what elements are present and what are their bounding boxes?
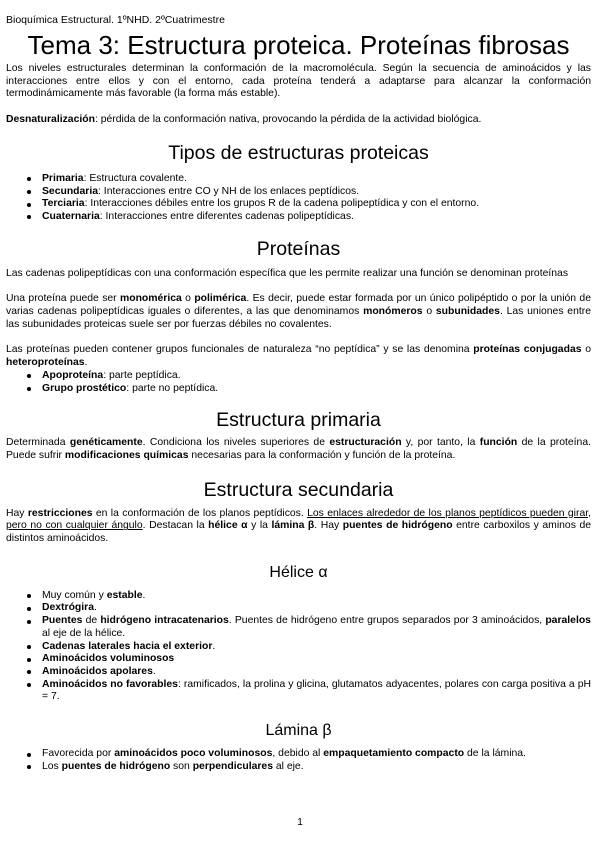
text-span: : ramificados, la prolina y glicina, glutamatos adyacentes, polares con carga positiva a pH = 7. [42,678,591,703]
text-span: o [581,344,591,356]
bold-term: monomérica [120,293,182,305]
text-span: Muy común y [42,589,107,601]
text-span: . Destacan la [142,520,209,532]
text-span: . Las uniones entre las subunidades proteicas suele ser por fuerzas débiles no covalentes. [6,306,591,330]
text-span: o [422,306,436,318]
text-span: . Es decir, puede estar formada por un único polipéptido o por la unión de varias cadenas polipeptídicas iguales o diferentes, a las que denominamos [6,293,591,318]
item-text: : Estructura covalente. [83,172,187,184]
list-item [6,666,591,679]
list-item [6,615,591,640]
text-span: Determinada [6,437,70,449]
list-item [6,590,591,603]
text-span: al eje de la hélice. [42,627,126,639]
underlined-text: Los enlaces alrededor de los planos peptídicos pueden girar, pero no con cualquier ángulo [6,507,591,532]
text-span: de la proteína. Puede sufrir [6,437,591,461]
bold-term: polimérica [194,293,247,305]
bold-term: Cadenas laterales hacia el exterior [42,640,213,652]
text-span: . Condiciona los niveles superiores de [142,437,330,449]
item-term: Terciaria [42,198,85,210]
primaria-paragraph [6,437,591,462]
desnaturalizacion-paragraph [6,114,591,127]
heading-lamina: Lámina β [265,722,332,740]
list-item [6,211,591,224]
conjugadas-list [6,370,591,395]
list-item [6,370,591,383]
proteinas-paragraph-1: Las cadenas polipeptídicas con una conformación específica que les permite realizar una función se denominan proteínas [6,267,569,279]
text-span: . [152,665,156,677]
bold-term: Dextrógira [42,602,94,614]
text-span: . [93,602,97,614]
bold-term: Puentes [42,615,83,627]
text-span: son [170,760,193,772]
list-item [6,173,591,186]
bold-term: puentes de hidrógeno [342,520,453,532]
item-text: : Interacciones débiles entre los grupos R de la cadena polipeptídica y con el entorno. [84,198,480,210]
list-item [6,679,591,704]
list-item [6,761,591,774]
lamina-list [6,748,591,773]
list-item [6,198,591,211]
bold-term: modificaciones químicas [64,449,189,461]
text-span: , debido al [272,748,324,760]
item-text: : Interacciones entre diferentes cadenas polipeptídicas. [99,210,354,222]
bold-term: Aminoácidos voluminosos [42,653,175,665]
bold-term: aminoácidos poco voluminosos [114,748,273,760]
bold-term: hidrógeno intracatenarios [100,615,229,627]
heading-primaria: Estructura primaria [216,409,381,432]
bold-term: puentes de hidrógeno [61,760,171,772]
text-span: o [181,293,195,305]
text-span: en la conformación de los planos peptídicos. [92,507,308,519]
text-span: al eje. [272,760,304,772]
list-item [6,602,591,615]
page-header: Bioquímica Estructural. 1ºNHD. 2ºCuatrimestre [6,14,225,26]
bold-term: proteínas conjugadas [473,344,582,356]
text-span: y la [247,520,272,532]
text-span: . Hay [314,520,343,532]
bold-term: empaquetamiento compacto [323,748,465,760]
heading-tipos: Tipos de estructuras proteicas [168,141,429,164]
helice-list [6,590,591,704]
text-span: Hay [6,507,28,519]
text-span: . [84,357,88,369]
item-term: Grupo prostético [42,382,127,394]
bold-term: estructuración [329,437,402,449]
bold-term: función [479,437,518,449]
text-span: necesarias para la conformación y función de la proteína. [188,449,456,461]
bold-term: Aminoácidos no favorables [42,678,178,690]
list-item [6,748,591,761]
item-text: : parte peptídica. [103,369,181,381]
secundaria-paragraph [6,508,591,546]
proteinas-paragraph-3 [6,344,591,369]
item-term: Primaria [42,172,84,184]
page-title: Tema 3: Estructura proteica. Proteínas fibrosas [27,30,570,60]
item-text: : parte no peptídica. [126,382,219,394]
heading-proteinas: Proteínas [256,237,341,260]
bold-term: subunidades [435,306,500,318]
item-text: : Interacciones entre CO y NH de los enlaces peptídicos. [98,185,360,197]
desnaturalizacion-term: Desnaturalización [6,114,95,126]
text-span: y, por tanto, la [401,437,480,449]
text-span: entre carboxilos y aminos de distintos aminoácidos. [6,520,591,545]
tipos-list [6,173,591,224]
list-item [6,653,591,666]
bold-term: paralelos [545,615,591,627]
bold-term: monómeros [363,306,423,318]
item-term: Cuaternaria [42,210,100,222]
text-span: Favorecida por [42,748,115,760]
document-page [6,14,591,774]
proteinas-paragraph-2 [6,293,591,331]
heading-helice: Hélice α [269,563,328,581]
list-item [6,383,591,396]
bold-term: genéticamente [69,437,143,449]
bold-term: perpendiculares [192,760,273,772]
list-item [6,186,591,199]
text-span: de [82,615,101,627]
text-span: . [212,640,216,652]
list-item [6,641,591,654]
bold-term: restricciones [27,507,93,519]
text-span: de la lámina. [464,748,526,760]
text-span: . [142,589,146,601]
bold-term: lámina β [271,520,315,532]
desnaturalizacion-text: : pérdida de la conformación nativa, provocando la pérdida de la actividad biológica. [94,114,482,126]
text-span: Una proteína puede ser [6,293,120,305]
text-span: . Puentes de hidrógeno entre grupos separados por 3 aminoácidos, [228,615,546,627]
intro-paragraph: Los niveles estructurales determinan la conformación de la macromolécula. Según la secuencia de aminoácidos y las interacciones entre ellos y con el entorno, cada proteína tenderá a adaptarse para alcanzar la conformación termodinámicamente más favorable (la forma más estable). [6,63,591,100]
page-number: 1 [297,816,303,828]
item-term: Apoproteína [42,369,104,381]
bold-term: hélice α [208,520,248,532]
text-span: Los [42,760,62,772]
item-term: Secundaria [42,185,99,197]
text-span: Las proteínas pueden contener grupos funcionales de naturaleza “no peptídica” y se las denomina [6,344,474,356]
bold-term: heteroproteínas [6,357,85,369]
bold-term: Aminoácidos apolares [42,665,153,677]
heading-secundaria: Estructura secundaria [203,478,394,501]
bold-term: estable [106,589,143,601]
